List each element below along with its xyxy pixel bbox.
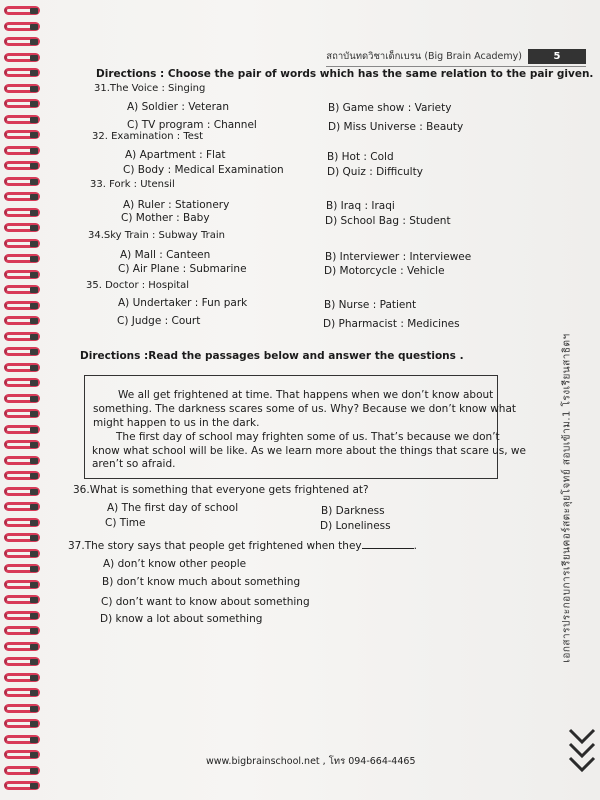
binding-hole xyxy=(30,489,38,495)
passage-line-2: something. The darkness scares some of us. Why? Because we don’t know what xyxy=(93,403,516,415)
passage-line-5: know what school will be like. As we learn more about the things that scare us, we xyxy=(92,445,526,457)
q33-option-c: C) Mother : Baby xyxy=(121,212,210,224)
passage-line-1: We all get frightened at time. That happens when we don’t know about xyxy=(118,389,494,401)
q34-option-a: A) Mall : Canteen xyxy=(120,249,211,261)
binding-hole xyxy=(30,70,38,76)
binding-hole xyxy=(30,737,38,743)
q31-option-d: D) Miss Universe : Beauty xyxy=(328,121,464,133)
question-34-stem: 34.Sky Train : Subway Train xyxy=(88,230,225,241)
binding-hole xyxy=(30,411,38,417)
q33-option-b: B) Iraq : Iraqi xyxy=(326,200,395,212)
q37-option-a: A) don’t know other people xyxy=(103,558,247,570)
binding-hole xyxy=(30,473,38,479)
q35-option-c: C) Judge : Court xyxy=(117,315,201,327)
q35-option-a: A) Undertaker : Fun park xyxy=(118,297,248,309)
binding-hole xyxy=(30,163,38,169)
passage-line-4: The first day of school may frighten some of us. That’s because we don’t xyxy=(116,431,500,443)
binding-hole xyxy=(30,582,38,588)
binding-hole xyxy=(30,210,38,216)
page-number: 5 xyxy=(528,49,586,64)
q34-option-b: B) Interviewer : Interviewee xyxy=(325,251,472,263)
binding-hole xyxy=(30,628,38,634)
binding-hole xyxy=(30,690,38,696)
q37-option-b: B) don’t know much about something xyxy=(102,576,301,588)
q31-option-c: C) TV program : Channel xyxy=(127,119,257,131)
q32-option-c: C) Body : Medical Examination xyxy=(123,164,284,176)
binding-hole xyxy=(30,8,38,14)
question-32-stem: 32. Examination : Test xyxy=(92,131,204,142)
page-footer: www.bigbrainschool.net , โทร 094-664-4465 xyxy=(206,756,416,767)
question-33-stem: 33. Fork : Utensil xyxy=(90,179,175,190)
q32-option-a: A) Apartment : Flat xyxy=(125,149,226,161)
binding-hole xyxy=(30,520,38,526)
q32-option-d: D) Quiz : Difficulty xyxy=(327,166,423,178)
question-37-end: . xyxy=(413,540,417,552)
q33-option-d: D) School Bag : Student xyxy=(325,215,451,227)
binding-hole xyxy=(30,721,38,727)
question-31-stem: 31.The Voice : Singing xyxy=(94,83,206,94)
chevron-down-icon xyxy=(566,724,598,784)
vertical-side-caption xyxy=(557,288,577,708)
binding-hole xyxy=(30,783,38,789)
binding-hole xyxy=(30,644,38,650)
binding-hole xyxy=(30,148,38,154)
binding-hole xyxy=(30,132,38,138)
header-title: สถาบันทดวิชาเด็กเบรน (Big Brain Academy) xyxy=(326,51,522,62)
directions-heading-2: Directions :Read the passages below and answer the questions . xyxy=(80,350,464,362)
binding-hole xyxy=(30,349,38,355)
binding-hole xyxy=(30,659,38,665)
question-37-text: 37.The story says that people get frightened when they xyxy=(68,540,362,552)
binding-hole xyxy=(30,427,38,433)
page-header xyxy=(326,49,586,64)
binding-hole xyxy=(30,334,38,340)
binding-hole xyxy=(30,551,38,557)
passage-line-3: might happen to us in the dark. xyxy=(93,417,260,429)
binding-hole xyxy=(30,566,38,572)
binding-hole xyxy=(30,706,38,712)
binding-hole xyxy=(30,225,38,231)
q34-option-d: D) Motorcycle : Vehicle xyxy=(324,265,445,277)
q36-option-d: D) Loneliness xyxy=(320,520,391,532)
q37-option-d: D) know a lot about something xyxy=(100,613,263,625)
binding-hole xyxy=(30,256,38,262)
binding-hole xyxy=(30,504,38,510)
directions-heading-1: Directions : Choose the pair of words which has the same relation to the pair given. xyxy=(96,68,594,80)
binding-hole xyxy=(30,39,38,45)
side-caption-text: เอกสารประกอบการเรียนคอร์สตะลุยโจทย์ สอบเข้าม.1 โรงเรียนสาธิตฯ xyxy=(561,333,573,663)
passage-line-6: aren’t so afraid. xyxy=(92,458,176,470)
binding-hole xyxy=(30,86,38,92)
q35-option-d: D) Pharmacist : Medicines xyxy=(323,318,460,330)
binding-hole xyxy=(30,272,38,278)
binding-hole xyxy=(30,597,38,603)
binding-hole xyxy=(30,535,38,541)
binding-hole xyxy=(30,194,38,200)
binding-hole xyxy=(30,241,38,247)
q36-option-b: B) Darkness xyxy=(321,505,385,517)
q35-option-b: B) Nurse : Patient xyxy=(324,299,417,311)
question-35-stem: 35. Doctor : Hospital xyxy=(86,280,190,291)
binding-hole xyxy=(30,458,38,464)
binding-hole xyxy=(30,396,38,402)
binding-hole xyxy=(30,55,38,61)
header-rule xyxy=(326,66,586,67)
binding-hole xyxy=(30,303,38,309)
binding-hole xyxy=(30,768,38,774)
binding-hole xyxy=(30,101,38,107)
binding-hole xyxy=(30,24,38,30)
q31-option-a: A) Soldier : Veteran xyxy=(127,101,230,113)
q32-option-b: B) Hot : Cold xyxy=(327,151,394,163)
binding-hole xyxy=(30,380,38,386)
binding-hole xyxy=(30,318,38,324)
binding-hole xyxy=(30,613,38,619)
q33-option-a: A) Ruler : Stationery xyxy=(123,199,230,211)
binding-hole xyxy=(30,287,38,293)
spiral-binding xyxy=(0,0,44,800)
q34-option-c: C) Air Plane : Submarine xyxy=(118,263,247,275)
question-36-stem: 36.What is something that everyone gets frightened at? xyxy=(73,484,369,496)
binding-hole xyxy=(30,675,38,681)
q31-option-b: B) Game show : Variety xyxy=(328,102,452,114)
binding-hole xyxy=(30,442,38,448)
q37-option-c: C) don’t want to know about something xyxy=(101,596,310,608)
question-37-stem xyxy=(68,539,417,552)
q36-option-a: A) The first day of school xyxy=(107,502,239,514)
binding-hole xyxy=(30,365,38,371)
binding-hole xyxy=(30,179,38,185)
binding-hole xyxy=(30,752,38,758)
q36-option-c: C) Time xyxy=(105,517,146,529)
binding-hole xyxy=(30,117,38,123)
answer-blank xyxy=(362,539,414,549)
